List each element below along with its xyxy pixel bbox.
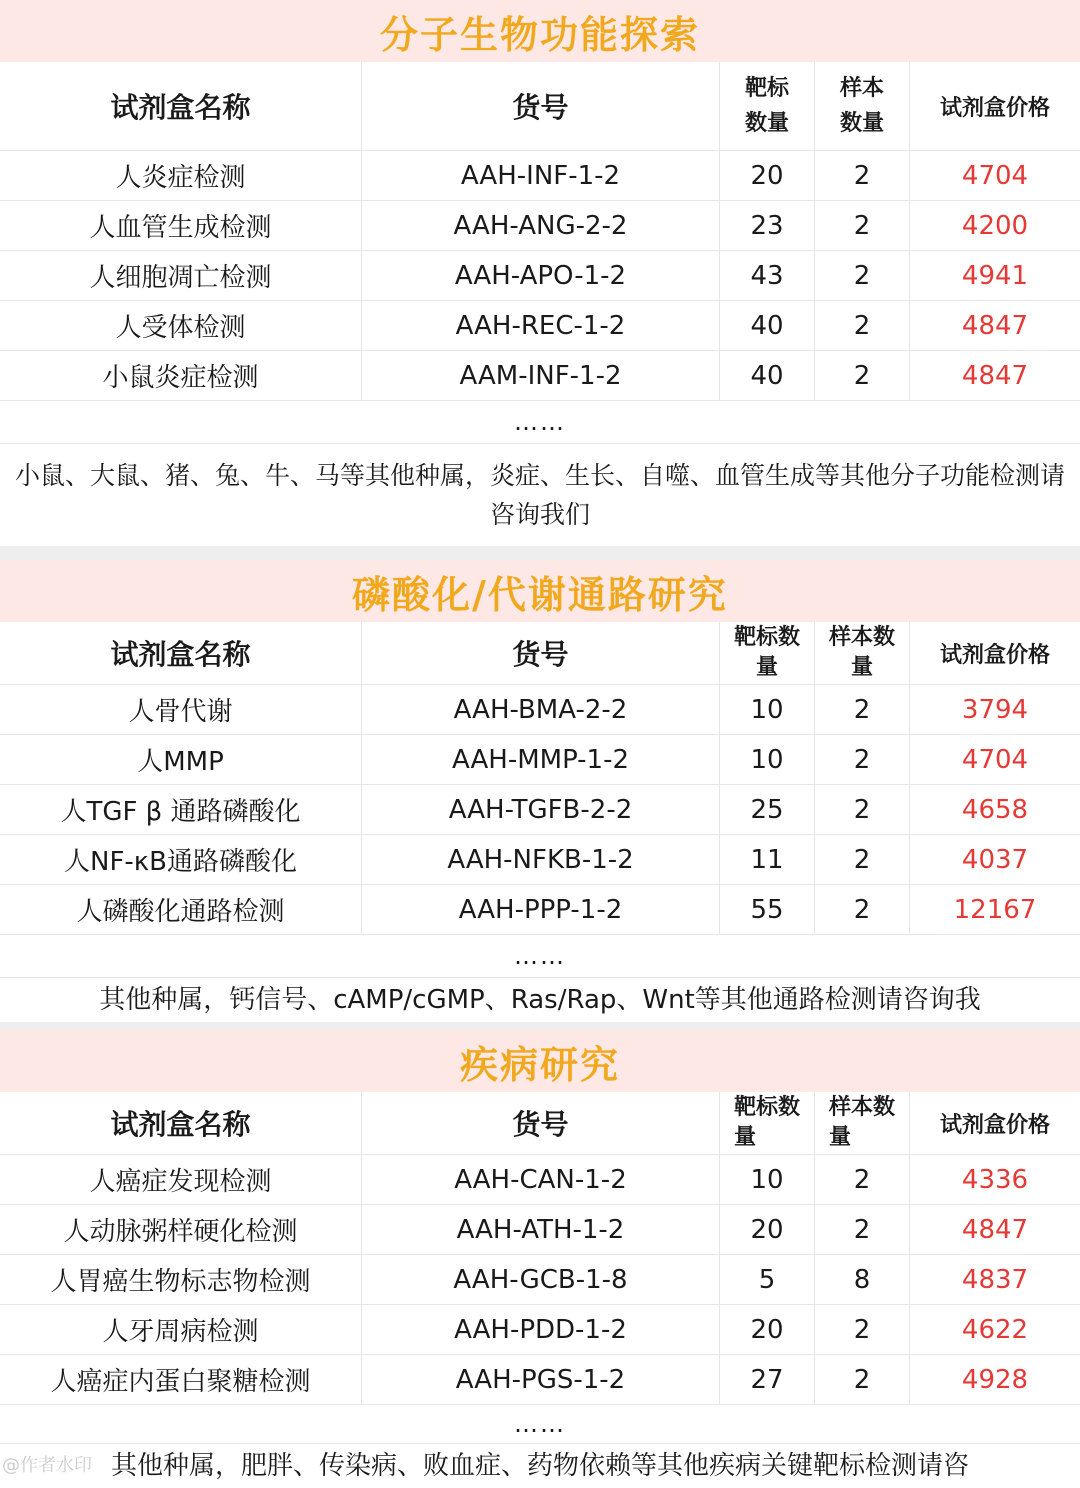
kit-name: 人受体检测: [0, 301, 362, 350]
target-count: 10: [720, 1155, 815, 1204]
kit-name: 人动脉粥样硬化检测: [0, 1205, 362, 1254]
target-count: 10: [720, 735, 815, 784]
header-kit-price: 试剂盒价格: [939, 1112, 1050, 1138]
sample-count: 2: [815, 1205, 910, 1254]
target-count: 20: [720, 1305, 815, 1354]
kit-price: 4837: [961, 1264, 1029, 1295]
catalog-no: AAH-PGS-1-2: [362, 1355, 720, 1404]
section-phospho: [0, 560, 1080, 1022]
sample-count: 2: [815, 835, 910, 884]
ellipsis: ……: [0, 935, 1080, 978]
catalog-no: AAH-CAN-1-2: [362, 1155, 720, 1204]
kit-price: 4847: [961, 360, 1029, 391]
target-count: 40: [720, 301, 815, 350]
catalog-no: AAH-ANG-2-2: [362, 201, 720, 250]
header-sample-count: 样本数 量: [815, 622, 910, 684]
kit-name: 人癌症内蛋白聚糖检测: [0, 1355, 362, 1404]
kit-name: 人NF-κB通路磷酸化: [0, 835, 362, 884]
catalog-no: AAH-APO-1-2: [362, 251, 720, 300]
header-target-count: 靶标 数量: [720, 62, 815, 150]
section-note: 其他种属，钙信号、cAMP/cGMP、Ras/Rap、Wnt等其他通路检测请咨询我: [0, 978, 1080, 1022]
catalog-no: AAH-INF-1-2: [362, 151, 720, 200]
catalog-no: AAH-TGFB-2-2: [362, 785, 720, 834]
table-header: [0, 62, 1080, 151]
sample-count: 2: [815, 201, 910, 250]
target-count: 43: [720, 251, 815, 300]
sample-count: 2: [815, 251, 910, 300]
kit-name: 人牙周病检测: [0, 1305, 362, 1354]
sample-count: 2: [815, 1355, 910, 1404]
table-row: [0, 835, 1080, 885]
sample-count: 2: [815, 685, 910, 734]
table-row: [0, 351, 1080, 401]
table-row: [0, 735, 1080, 785]
catalog-no: AAH-MMP-1-2: [362, 735, 720, 784]
sample-count: 2: [815, 1305, 910, 1354]
kit-price: 4941: [961, 260, 1029, 291]
table-row: [0, 1205, 1080, 1255]
watermark: @作者水印: [2, 1455, 92, 1476]
section-disease: [0, 1030, 1080, 1488]
kit-name: 人癌症发现检测: [0, 1155, 362, 1204]
kit-table: [0, 622, 1080, 1022]
kit-price: 4704: [961, 160, 1029, 191]
catalog-no: AAH-GCB-1-8: [362, 1255, 720, 1304]
kit-price: 4622: [961, 1314, 1029, 1345]
header-kit-name: 试剂盒名称: [0, 1092, 362, 1154]
sample-count: 2: [815, 351, 910, 400]
kit-name: 人MMP: [0, 735, 362, 784]
target-count: 20: [720, 151, 815, 200]
section-molecular: [0, 0, 1080, 546]
sample-count: 2: [815, 1155, 910, 1204]
sample-count: 8: [815, 1255, 910, 1304]
target-count: 23: [720, 201, 815, 250]
catalog-no: AAH-NFKB-1-2: [362, 835, 720, 884]
table-row: [0, 301, 1080, 351]
table-row: [0, 685, 1080, 735]
catalog-no: AAH-ATH-1-2: [362, 1205, 720, 1254]
kit-price: 4704: [961, 744, 1029, 775]
kit-name: 人磷酸化通路检测: [0, 885, 362, 934]
header-sample-count: 样本 数量: [815, 62, 910, 150]
section-title: 分子生物功能探索: [0, 0, 1080, 62]
sample-count: 2: [815, 151, 910, 200]
table-header: [0, 622, 1080, 685]
kit-name: 人胃癌生物标志物检测: [0, 1255, 362, 1304]
header-kit-name: 试剂盒名称: [0, 62, 362, 150]
target-count: 11: [720, 835, 815, 884]
header-kit-price: 试剂盒价格: [939, 95, 1050, 121]
sample-count: 2: [815, 735, 910, 784]
header-catalog-no: 货号: [362, 62, 720, 150]
target-count: 40: [720, 351, 815, 400]
ellipsis: ……: [0, 401, 1080, 444]
target-count: 25: [720, 785, 815, 834]
kit-price: 4928: [961, 1364, 1029, 1395]
catalog-no: AAH-PDD-1-2: [362, 1305, 720, 1354]
table-row: [0, 885, 1080, 935]
section-note: 其他种属，肥胖、传染病、败血症、药物依赖等其他疾病关键靶标检测请咨: [0, 1444, 1080, 1488]
kit-name: 人TGF β 通路磷酸化: [0, 785, 362, 834]
header-kit-price: 试剂盒价格: [939, 642, 1050, 668]
kit-name: 小鼠炎症检测: [0, 351, 362, 400]
header-kit-name: 试剂盒名称: [0, 622, 362, 684]
table-header: [0, 1092, 1080, 1155]
table-row: [0, 1355, 1080, 1405]
sample-count: 2: [815, 301, 910, 350]
kit-price: 3794: [961, 694, 1029, 725]
kit-name: 人炎症检测: [0, 151, 362, 200]
table-row: [0, 151, 1080, 201]
kit-price: 4658: [961, 794, 1029, 825]
kit-price: 4847: [961, 310, 1029, 341]
table-row: [0, 201, 1080, 251]
header-sample-count: 样本数 量: [815, 1092, 910, 1154]
table-row: [0, 251, 1080, 301]
sample-count: 2: [815, 785, 910, 834]
kit-name: 人血管生成检测: [0, 201, 362, 250]
catalog-no: AAM-INF-1-2: [362, 351, 720, 400]
kit-price: 4037: [961, 844, 1029, 875]
header-target-count: 靶标数 量: [720, 622, 815, 684]
table-row: [0, 1255, 1080, 1305]
kit-table: [0, 1092, 1080, 1488]
section-title: 疾病研究: [0, 1030, 1080, 1092]
header-target-count: 靶标数 量: [720, 1092, 815, 1154]
table-row: [0, 785, 1080, 835]
header-catalog-no: 货号: [362, 1092, 720, 1154]
section-title: 磷酸化/代谢通路研究: [0, 560, 1080, 622]
target-count: 5: [720, 1255, 815, 1304]
kit-price: 4200: [961, 210, 1029, 241]
table-row: [0, 1155, 1080, 1205]
section-note: 小鼠、大鼠、猪、兔、牛、马等其他种属，炎症、生长、自噬、血管生成等其他分子功能检测请咨询我们: [0, 444, 1080, 546]
kit-price: 12167: [953, 894, 1037, 925]
header-catalog-no: 货号: [362, 622, 720, 684]
kit-price: 4336: [961, 1164, 1029, 1195]
sample-count: 2: [815, 885, 910, 934]
target-count: 20: [720, 1205, 815, 1254]
target-count: 27: [720, 1355, 815, 1404]
catalog-no: AAH-BMA-2-2: [362, 685, 720, 734]
ellipsis: ……: [0, 1405, 1080, 1444]
target-count: 55: [720, 885, 815, 934]
kit-table: [0, 62, 1080, 546]
target-count: 10: [720, 685, 815, 734]
catalog-no: AAH-PPP-1-2: [362, 885, 720, 934]
catalog-no: AAH-REC-1-2: [362, 301, 720, 350]
kit-name: 人骨代谢: [0, 685, 362, 734]
table-row: [0, 1305, 1080, 1355]
kit-name: 人细胞凋亡检测: [0, 251, 362, 300]
kit-price: 4847: [961, 1214, 1029, 1245]
